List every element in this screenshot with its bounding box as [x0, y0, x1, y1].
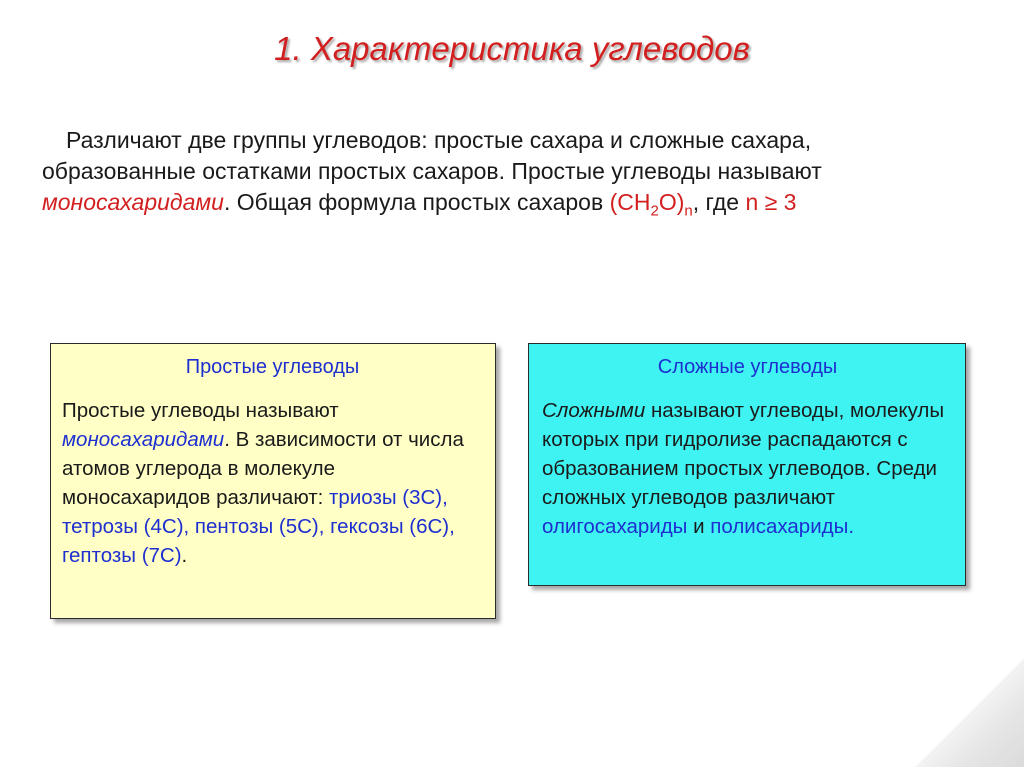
simple-carbs-title: Простые углеводы [185, 356, 360, 378]
term-monosaccharides: моносахаридами [42, 189, 224, 215]
complex-oligo: олигосахариды [542, 515, 688, 538]
simple-carbs-box [50, 343, 496, 619]
simple-carbs-text [62, 396, 483, 570]
simple-types: триозы (3С), тетрозы (4С), пентозы (5С), гексозы (6С), гептозы (7С) [62, 486, 455, 567]
general-formula [609, 189, 693, 220]
intro-where: , где [692, 189, 746, 215]
complex-text-mid: называют углеводы, молекулы которых при гидролизе распадаются с образованием простых углеводов. Среди сложных углеводов различают [542, 399, 945, 509]
formula-part: (CH [609, 189, 651, 215]
intro-line-1: Различают две группы углеводов: простые сахара и сложные сахара, [66, 127, 812, 153]
formula-condition: n ≥ 3 [745, 189, 797, 215]
page-curl-decoration [914, 657, 1024, 767]
slide-title: 1. Характеристика углеводов [274, 30, 750, 67]
complex-carbs-box [528, 343, 966, 586]
intro-line-2: образованные остатками простых сахаров. Простые углеводы называют [42, 158, 822, 184]
simple-text-start: Простые углеводы называют [62, 399, 339, 422]
simple-term: моносахаридами [62, 428, 225, 451]
formula-subscript-n: n [684, 202, 693, 220]
intro-after-term: . Общая формула простых сахаров [223, 189, 610, 215]
complex-term: Сложными [542, 399, 646, 422]
complex-carbs-text [542, 396, 953, 541]
intro-paragraph [42, 125, 942, 227]
complex-poly: полисахариды [710, 515, 849, 538]
formula-part-close: O) [658, 189, 685, 215]
simple-text-mid: . В зависимости от числа атомов углерода в молекуле моносахаридов различают: [62, 428, 464, 509]
formula-subscript: 2 [650, 202, 659, 220]
complex-text-end: . [848, 515, 855, 538]
complex-carbs-title: Сложные углеводы [657, 356, 838, 378]
complex-and: и [687, 515, 711, 538]
simple-text-end: . [181, 544, 188, 567]
